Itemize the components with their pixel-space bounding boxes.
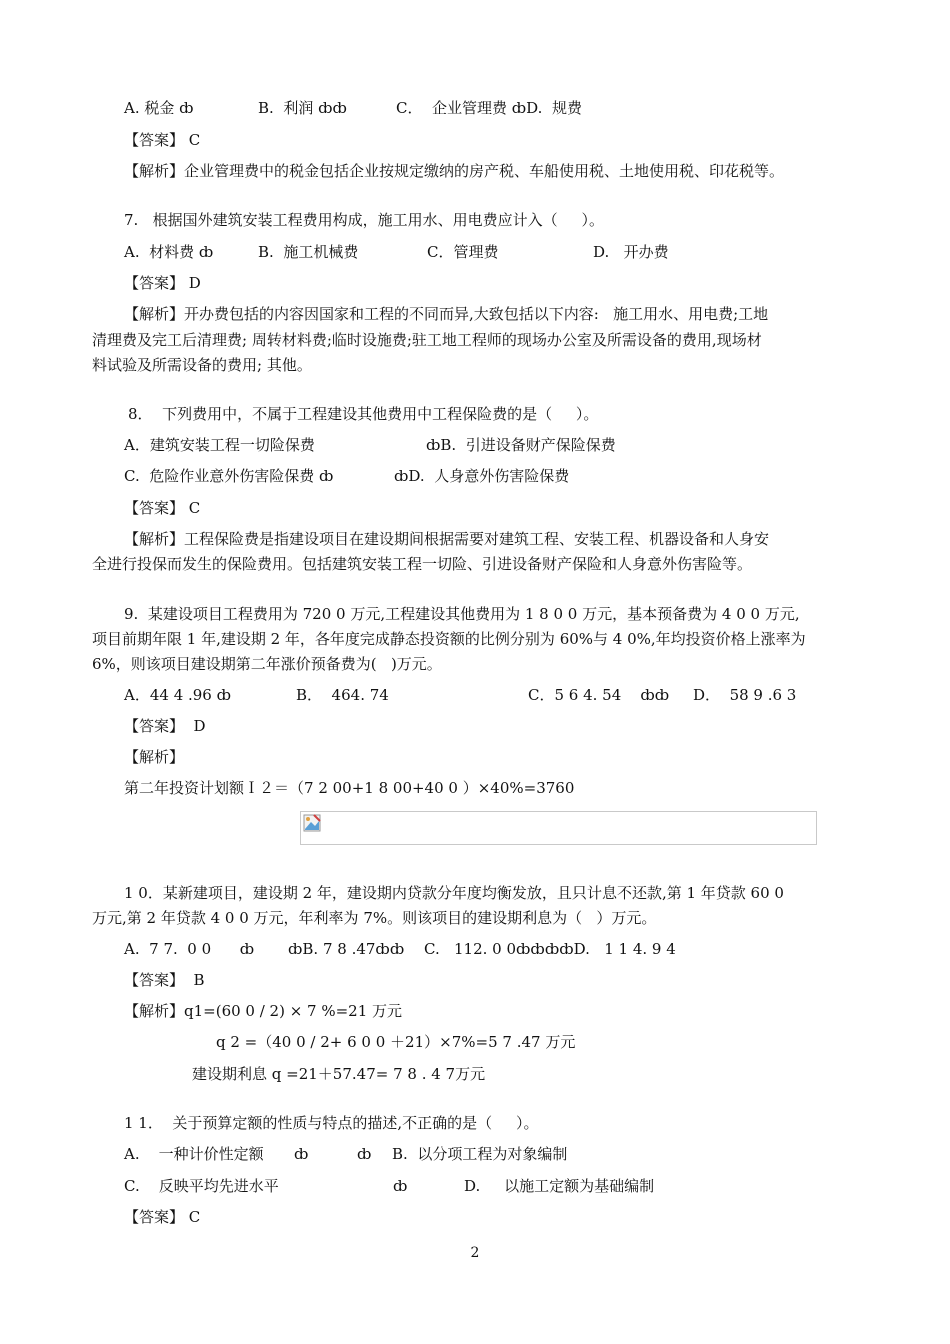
q11-option-b: B. 以分项工程为对象编制 [392,1145,568,1163]
broken-image-icon [303,814,321,832]
q8-answer: 【答案】 C [124,499,201,517]
q6-answer: 【答案】 C [124,131,201,149]
q11-option-c-mark: ȸ [393,1177,408,1195]
q9-calc: 第二年投资计划额Ｉ２＝（7 2 00+1 8 00+40 0 ）×40%=3760 [124,779,575,797]
q9-option-b: B． 464. 74 [296,686,389,704]
q10-analysis-line-3: 建设期利息 q =21＋57.47= 7 8 . 4 7万元 [192,1065,486,1083]
q9-analysis-label: 【解析】 [124,748,185,766]
q7-option-a: A. 材料费 ȸ [124,243,214,261]
q11-option-a-mark-2: ȸ [357,1145,372,1163]
q9-stem-line-3: 6%，则该项目建设期第二年涨价预备费为( )万元。 [92,655,442,673]
q7-option-d: D. 开办费 [593,243,669,261]
q10-stem-line-2: 万元,第 2 年贷款 4 0 0 万元，年利率为 7%。则该项目的建设期利息为（ ）万元。 [92,909,657,927]
q6-analysis: 【解析】企业管理费中的税金包括企业按规定缴纳的房产税、车船使用税、土地使用税、印花税等。 [124,162,785,180]
q10-option-c-d: C. 112. 0 0ȸȸȸȸD. 1 1 4. 9 4 [424,940,676,958]
q11-answer: 【答案】 C [124,1208,201,1226]
q8-stem: 8． 下列费用中，不属于工程建设其他费用中工程保险费的是（ ）。 [128,405,599,423]
q8-option-c: C. 危险作业意外伤害险保费 ȸ [124,467,334,485]
broken-image-frame [300,811,817,845]
q7-option-c: C．管理费 [427,243,499,261]
q10-analysis-line-2: q 2 =（40 0 / 2+ 6 0 0 ＋21）×7%=5 7 .47 万元 [216,1033,576,1051]
q7-analysis-line-2: 清理费及完工后清理费; 周转材料费;临时设施费;驻工地工程师的现场办公室及所需设备的费用,现场材 [92,331,762,349]
q9-stem-line-1: 9. 某建设项目工程费用为 720 0 万元,工程建设其他费用为 1 8 0 0 万元，基本预备费为 4 0 0 万元, [124,605,800,623]
q11-option-d: D. 以施工定额为基础编制 [464,1177,655,1195]
q10-stem-line-1: 1 0．某新建项目，建设期 2 年，建设期内贷款分年度均衡发放，且只计息不还款,第 1 年贷款 60 0 [124,884,784,902]
q9-stem-line-2: 项目前期年限 1 年,建设期 2 年，各年度完成静态投资额的比例分别为 60%与 4 0%,年均投资价格上涨率为 [92,630,806,648]
q11-stem: 1 1． 关于预算定额的性质与特点的描述,不正确的是（ ）。 [124,1114,539,1132]
q9-answer: 【答案】 D [124,717,206,735]
page-number: 2 [470,1245,480,1261]
q7-option-b: B. 施工机械费 [258,243,359,261]
q11-option-c: C. 反映平均先进水平 [124,1177,279,1195]
q8-analysis-line-1: 【解析】工程保险费是指建设项目在建设期间根据需要对建筑工程、安装工程、机器设备和人身安 [124,530,770,548]
q10-option-a: A. 7 7. 0 0 ȸ [124,940,255,958]
q9-option-c: C．5 6 4. 54 ȸȸ [528,686,670,704]
q10-option-b: ȸB. 7 8 .47ȸȸ [288,940,405,958]
q9-option-d: D． 58 9 .6 3 [693,686,797,704]
q9-option-a: A．44 4 .96 ȸ [124,686,232,704]
q7-answer: 【答案】 D [124,274,201,292]
q6-option-c-d: C． 企业管理费 ȸD. 规费 [396,99,582,117]
q8-option-b: ȸB. 引进设备财产保险保费 [426,436,616,454]
q8-option-a: A．建筑安装工程一切险保费 [124,436,315,454]
q7-stem: 7. 根据国外建筑安装工程费用构成，施工用水、用电费应计入（ ）。 [124,211,604,229]
q8-option-d: ȸD. 人身意外伤害险保费 [394,467,570,485]
q11-option-a: A. 一种计价性定额 [124,1145,264,1163]
q6-option-a: A. 税金 ȸ [124,99,194,117]
q7-analysis-line-1: 【解析】开办费包括的内容因国家和工程的不同而异,大致包括以下内容: 施工用水、用电费;工地 [124,305,769,323]
q6-option-b: B. 利润 ȸȸ [258,99,347,117]
q10-answer: 【答案】 B [124,971,205,989]
q8-analysis-line-2: 全进行投保而发生的保险费用。包括建筑安装工程一切险、引进设备财产保险和人身意外伤害险等。 [92,555,753,573]
q7-analysis-line-3: 料试验及所需设备的费用; 其他。 [92,356,312,374]
q11-option-a-mark-1: ȸ [294,1145,309,1163]
q10-analysis-line-1: 【解析】q1=(60 0 / 2) × 7 %=21 万元 [124,1002,403,1020]
